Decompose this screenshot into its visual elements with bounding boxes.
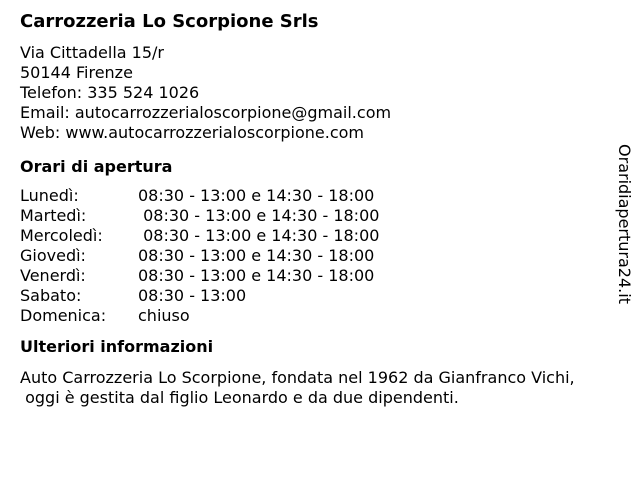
day-label: Lunedì: <box>20 186 79 205</box>
day-label: Venerdì: <box>20 266 86 285</box>
hours-row-tuesday <box>20 206 610 226</box>
hours-row-saturday <box>20 286 610 306</box>
street-address: Via Cittadella 15/r <box>20 43 165 62</box>
hours-row-monday <box>20 186 610 206</box>
hours-row-wednesday <box>20 226 610 246</box>
hours-table <box>20 186 610 326</box>
business-name: Carrozzeria Lo Scorpione Srls <box>20 11 319 32</box>
day-label: Sabato: <box>20 286 82 305</box>
email-address: Email: autocarrozzerialoscorpione@gmail.com <box>20 103 392 122</box>
city-address: 50144 Firenze <box>20 63 133 82</box>
info-heading: Ulteriori informazioni <box>20 337 214 356</box>
time-value: 08:30 - 13:00 <box>138 286 247 305</box>
time-value: 08:30 - 13:00 e 14:30 - 18:00 <box>138 206 380 225</box>
day-label: Domenica: <box>20 306 107 325</box>
day-label: Giovedì: <box>20 246 86 265</box>
website-address: Web: www.autocarrozzerialoscorpione.com <box>20 123 364 142</box>
phone-number: Telefon: 335 524 1026 <box>20 83 200 102</box>
site-watermark: Oraridiapertura24.it <box>615 144 634 304</box>
contact-block <box>20 43 610 143</box>
hours-row-friday <box>20 266 610 286</box>
day-label: Martedì: <box>20 206 87 225</box>
time-value: 08:30 - 13:00 e 14:30 - 18:00 <box>138 246 375 265</box>
hours-row-sunday <box>20 306 610 326</box>
time-value: chiuso <box>138 306 190 325</box>
info-line-2: oggi è gestita dal figlio Leonardo e da due dipendenti. <box>20 388 459 407</box>
time-value: 08:30 - 13:00 e 14:30 - 18:00 <box>138 226 380 245</box>
time-value: 08:30 - 13:00 e 14:30 - 18:00 <box>138 266 375 285</box>
hours-heading: Orari di apertura <box>20 157 173 176</box>
day-label: Mercoledì: <box>20 226 103 245</box>
info-line-1: Auto Carrozzeria Lo Scorpione, fondata nel 1962 da Gianfranco Vichi, <box>20 368 575 387</box>
hours-row-thursday <box>20 246 610 266</box>
time-value: 08:30 - 13:00 e 14:30 - 18:00 <box>138 186 375 205</box>
business-card <box>20 8 610 408</box>
